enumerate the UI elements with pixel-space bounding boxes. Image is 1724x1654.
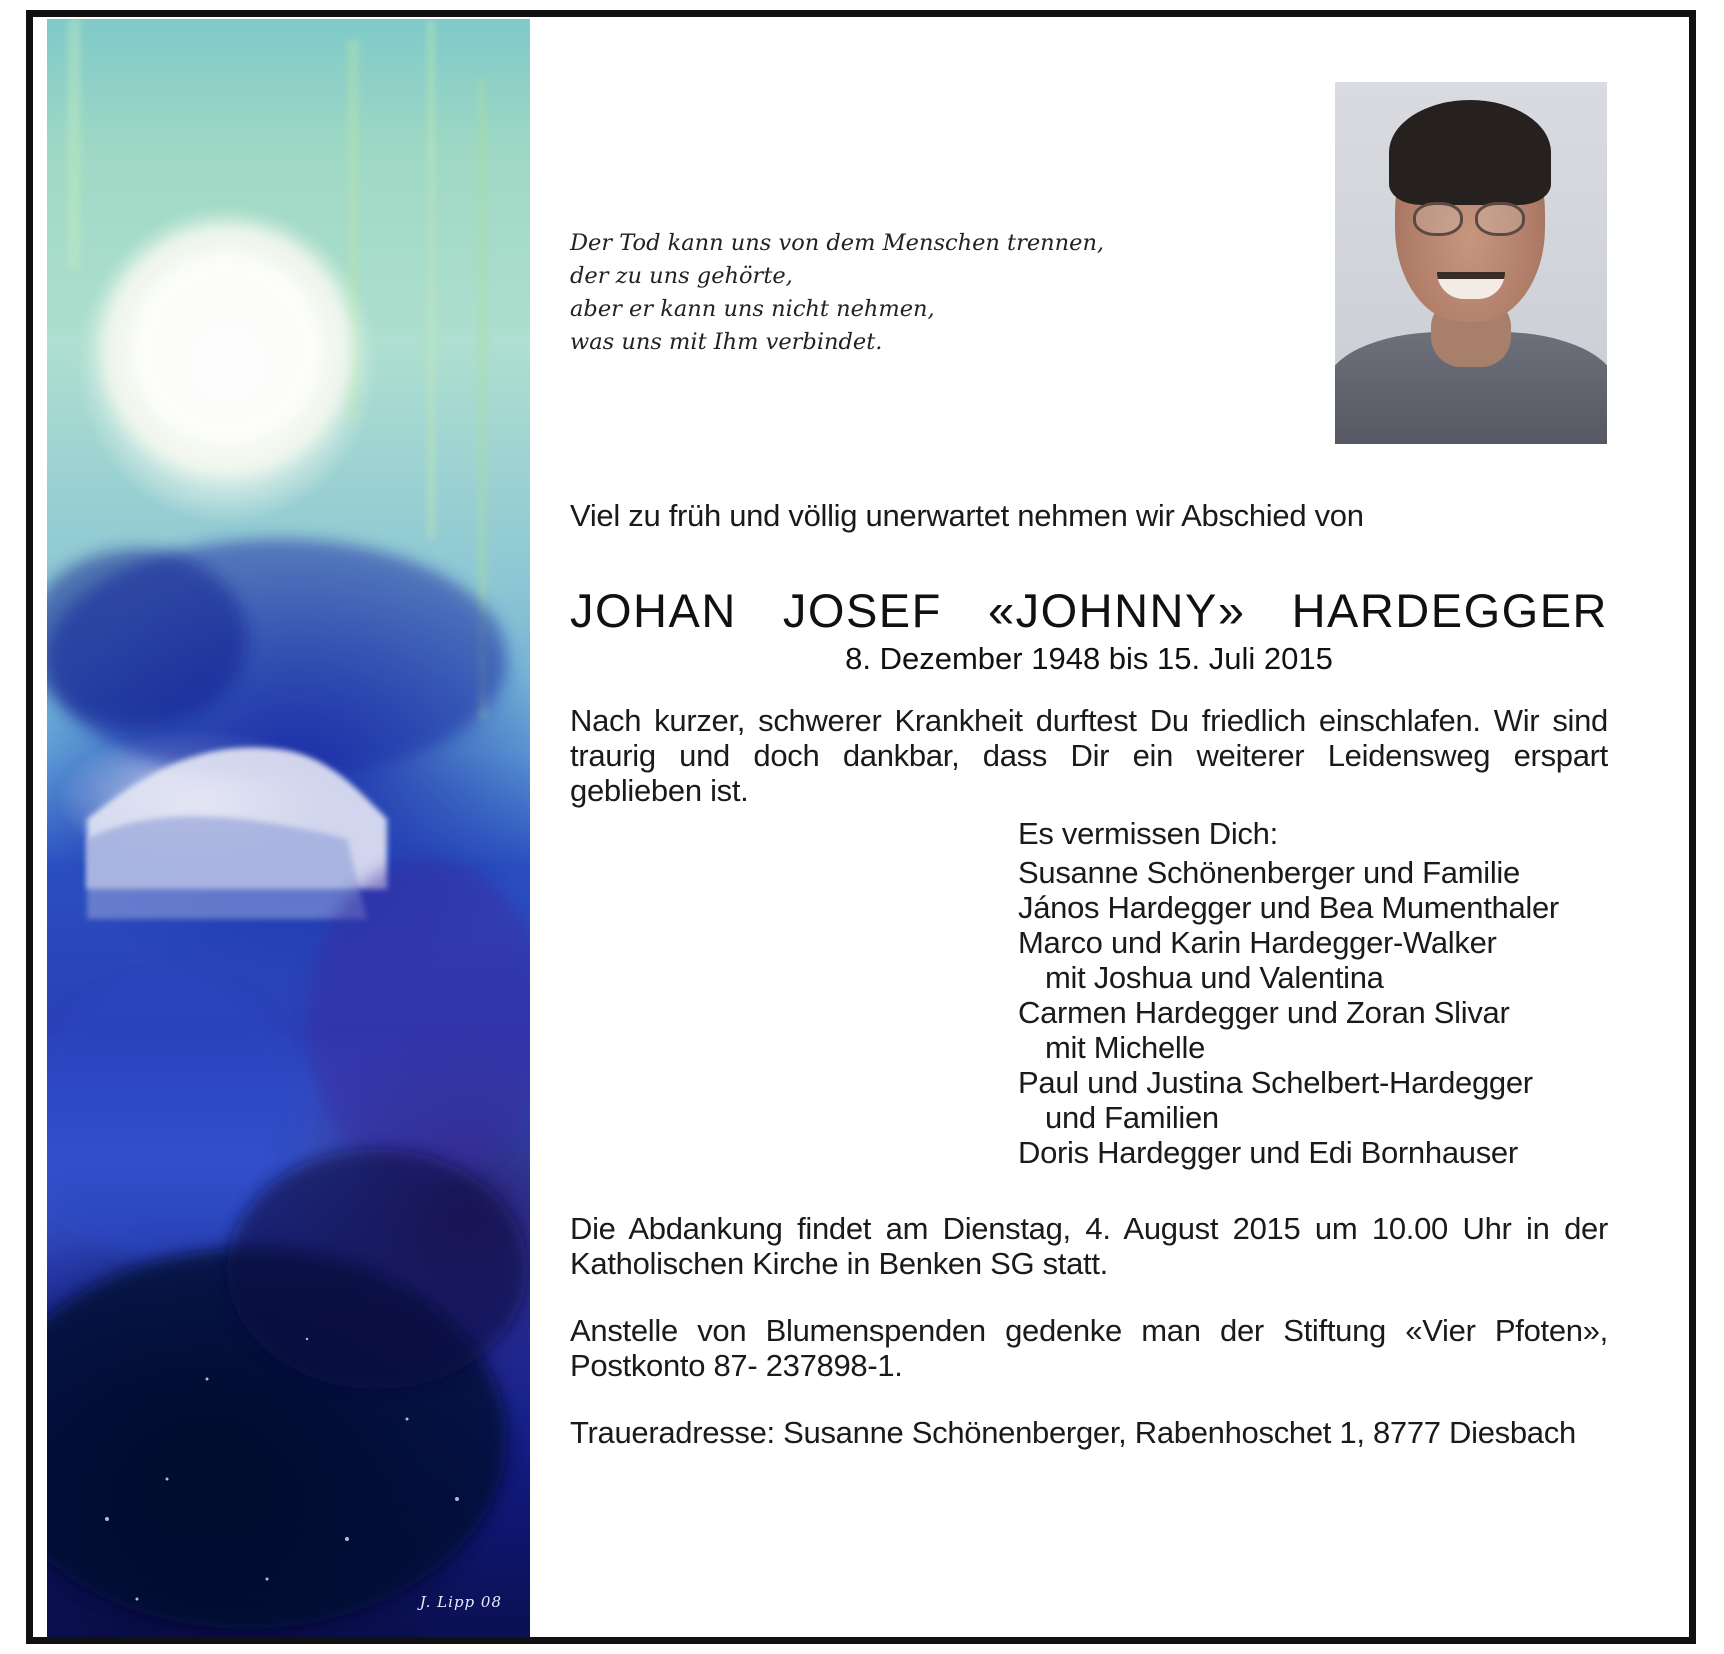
mourner-entry: Carmen Hardegger und Zoran Slivar	[1018, 995, 1510, 1030]
donation-notice: Anstelle von Blumenspenden gedenke man der Stiftung «Vier Pfoten», Postkonto 87- 237898-1.	[570, 1313, 1608, 1383]
mourning-address: Traueradresse: Susanne Schönenberger, Rabenhoschet 1, 8777 Diesbach	[570, 1415, 1576, 1450]
deceased-name: JOHAN JOSEF «JOHNNY» HARDEGGER	[570, 584, 1608, 637]
obituary-frame	[26, 10, 1696, 1644]
quote-line: Der Tod kann uns von dem Menschen trennen,	[570, 230, 1105, 256]
mourner-subentry: mit Michelle	[1045, 1030, 1206, 1065]
mourner-subentry: und Familien	[1045, 1100, 1219, 1135]
abstract-painting	[47, 19, 530, 1644]
ceremony-notice: Die Abdankung findet am Dienstag, 4. August 2015 um 10.00 Uhr in der Katholischen Kirche in Benken SG statt.	[570, 1211, 1608, 1281]
memorial-quote	[570, 227, 1104, 359]
quote-line: der zu uns gehörte,	[570, 263, 793, 289]
quote-line: aber er kann uns nicht nehmen,	[570, 296, 935, 322]
farewell-message: Nach kurzer, schwerer Krankheit durftest Du friedlich einschlafen. Wir sind traurig und doch dankbar, dass Dir ein weiterer Leidensweg erspart geblieben ist.	[570, 703, 1608, 808]
painting-texture	[47, 19, 530, 1644]
mourner-entry: Marco und Karin Hardegger-Walker	[1018, 925, 1497, 960]
artist-signature: J. Lipp 08	[419, 1593, 502, 1611]
mourner-entry: Paul und Justina Schelbert-Hardegger	[1018, 1065, 1533, 1100]
mourner-entry: Susanne Schönenberger und Familie	[1018, 855, 1520, 890]
mourner-entry: János Hardegger und Bea Mumenthaler	[1018, 890, 1559, 925]
portrait-photo	[1335, 82, 1607, 444]
mourner-entry: Doris Hardegger und Edi Bornhauser	[1018, 1135, 1518, 1170]
mourner-subentry: mit Joshua und Valentina	[1045, 960, 1384, 995]
quote-line: was uns mit Ihm verbindet.	[570, 329, 883, 355]
intro-text: Viel zu früh und völlig unerwartet nehmen wir Abschied von	[570, 498, 1364, 533]
life-dates: 8. Dezember 1948 bis 15. Juli 2015	[845, 641, 1333, 676]
mourners-list	[1018, 816, 1559, 1170]
mourners-heading: Es vermissen Dich:	[1018, 816, 1278, 851]
